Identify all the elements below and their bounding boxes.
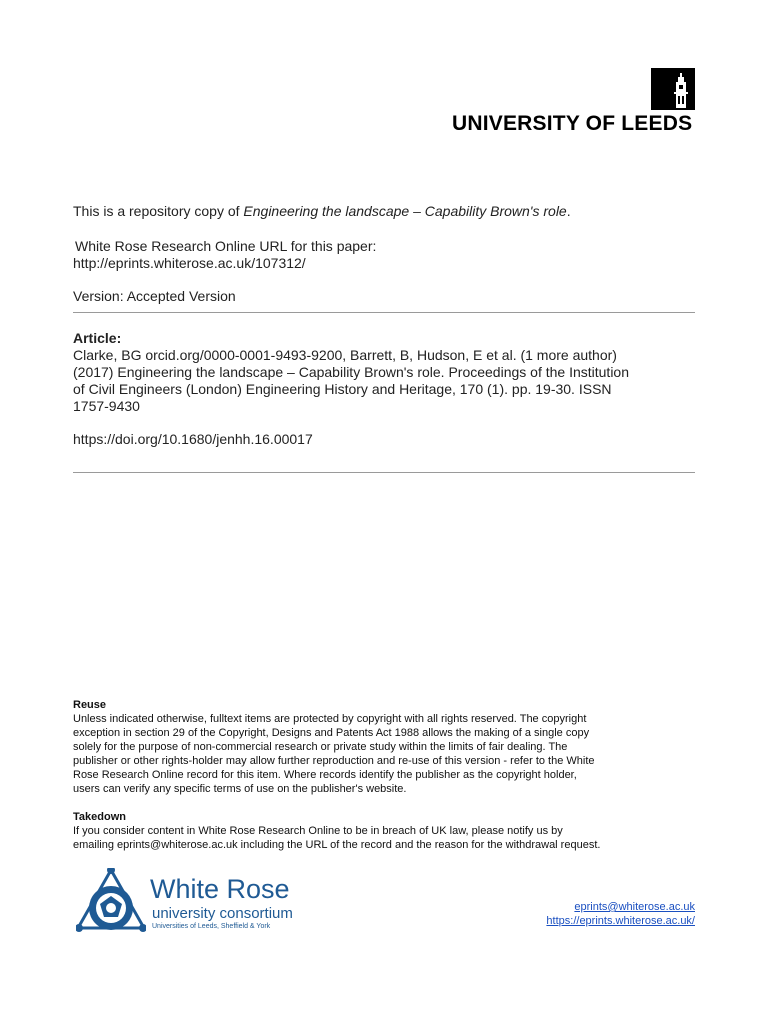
reuse-line: Rose Research Online record for this item. Where records identify the publisher as the copyright holder, [73,769,577,781]
doi-link[interactable]: https://doi.org/10.1680/jenhh.16.00017 [73,431,313,447]
white-rose-logo [76,868,296,938]
white-rose-universities: Universities of Leeds, Sheffield & York [152,923,271,930]
white-rose-subtitle: university consortium [152,905,293,922]
takedown-heading: Takedown [73,811,126,823]
white-rose-title: White Rose [150,874,290,904]
reuse-line: solely for the purpose of non-commercial research or private study within the limits of fair dealing. The [73,741,568,753]
university-of-leeds-logo [452,68,696,138]
white-rose-emblem-icon [76,868,146,943]
article-line: 1757-9430 [73,398,140,414]
divider-top [73,312,695,313]
article-line: (2017) Engineering the landscape – Capability Brown's role. Proceedings of the Institution [73,364,630,380]
divider-bottom [73,472,695,473]
paper-title-italic: Engineering the landscape – Capability Brown's role [243,203,567,219]
takedown-line: emailing eprints@whiterose.ac.uk including the URL of the record and the reason for the withdrawal request. [73,839,601,851]
paper-url[interactable]: http://eprints.whiterose.ac.uk/107312/ [73,255,306,271]
university-of-leeds-wordmark: UNIVERSITY OF LEEDS [452,112,693,135]
article-heading: Article: [73,330,122,346]
reuse-line: users can verify any specific terms of use on the publisher's website. [73,783,407,795]
reuse-line: publisher or other rights-holder may allow further reproduction and re-use of this version - refer to the White [73,755,595,767]
url-label: White Rose Research Online URL for this paper: [75,238,377,254]
reuse-line: exception in section 29 of the Copyright, Designs and Patents Act 1988 allows the making of a single copy [73,727,590,739]
footer-site-link[interactable]: https://eprints.whiterose.ac.uk/ [546,915,695,927]
takedown-line: If you consider content in White Rose Research Online to be in breach of UK law, please notify us by [73,825,563,837]
reuse-heading: Reuse [73,699,107,711]
article-line: of Civil Engineers (London) Engineering History and Heritage, 170 (1). pp. 19-30. ISSN [73,381,612,397]
article-line: Clarke, BG orcid.org/0000-0001-9493-9200, Barrett, B, Hudson, E et al. (1 more author) [73,347,617,363]
version-text: Version: Accepted Version [73,288,236,304]
parkinson-tower-icon [651,68,695,110]
footer-email-link[interactable]: eprints@whiterose.ac.uk [574,901,695,913]
intro-line [73,203,571,220]
intro-suffix: . [566,203,571,219]
reuse-line: Unless indicated otherwise, fulltext items are protected by copyright with all rights reserved. The copyright [73,713,587,725]
intro-prefix: This is a repository copy of [73,203,244,219]
